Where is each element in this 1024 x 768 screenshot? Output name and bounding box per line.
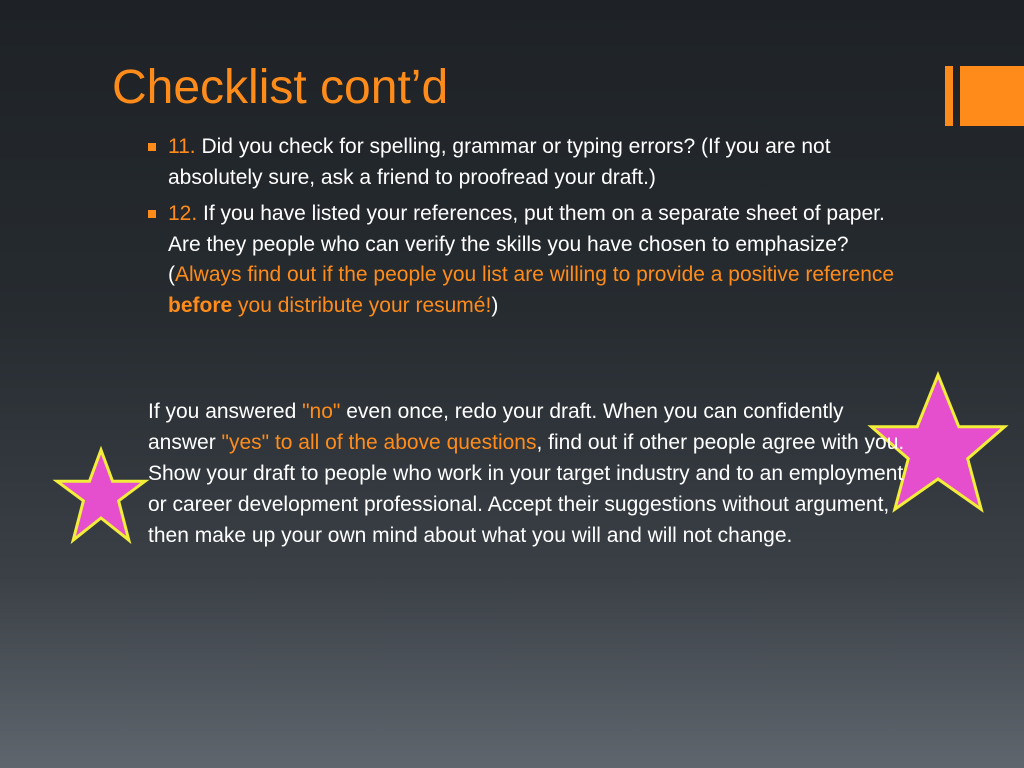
item-highlight: you distribute your resumé!	[232, 293, 492, 317]
paragraph-text: even once, redo your draft. When you can confidently answer	[148, 400, 844, 454]
item-highlight: Always find out if the people you list are willing to provide a positive reference	[175, 263, 895, 286]
slide-title: Checklist cont’d	[112, 61, 449, 114]
paragraph-text: If you answered	[148, 400, 303, 423]
checklist-item-11	[148, 132, 908, 193]
checklist	[148, 132, 908, 327]
checklist-item-12	[148, 199, 908, 321]
item-highlight-bold: before	[168, 293, 233, 317]
corner-bar-wide-icon	[960, 66, 1024, 126]
item-text: If you have listed your references, put them on a separate sheet of paper. Are they people who can verify the skills you have chosen to emphasize? (	[168, 202, 885, 286]
item-number: 11.	[168, 135, 196, 158]
bullet-square-icon	[148, 143, 156, 151]
closing-paragraph	[148, 396, 908, 551]
star-small-icon	[57, 450, 145, 540]
item-number: 12.	[168, 202, 198, 225]
item-text: Did you check for spelling, grammar or typing errors? (If you are not absolutely sure, ask a friend to proofread your draft.)	[168, 135, 831, 189]
paragraph-highlight-no: "no"	[302, 400, 341, 423]
item-text-end: )	[491, 293, 499, 317]
paragraph-highlight-yes: "yes" to all of the above questions	[221, 431, 537, 454]
bullet-square-icon	[148, 210, 156, 218]
paragraph-text: , find out if other people agree with you. Show your draft to people who work in your target industry and to an employment or career development professional. Accept their suggestions without argument, then make up your own mind about what you will and will not change.	[148, 431, 905, 547]
corner-bar-thin-icon	[945, 66, 953, 126]
